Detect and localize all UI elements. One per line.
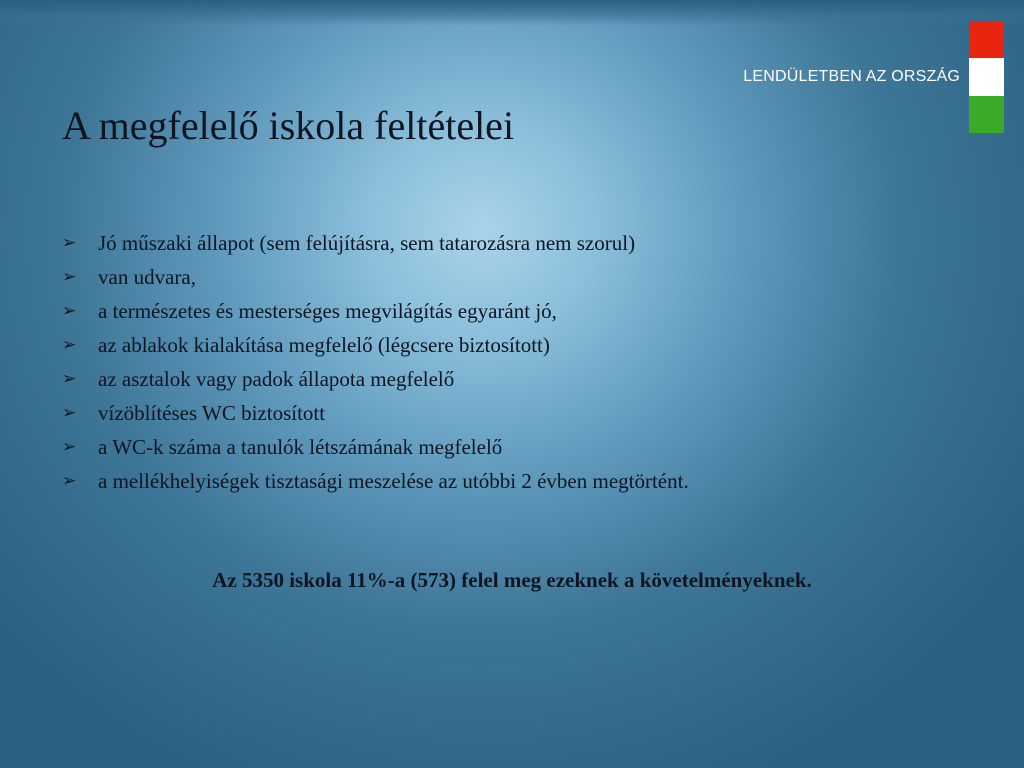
top-shadow-band <box>0 0 1024 26</box>
bullet-item <box>62 260 962 294</box>
summary-statement: Az 5350 iskola 11%-a (573) felel meg ezeknek a követelményeknek. <box>212 568 812 592</box>
flag-stripe-red <box>969 21 1004 58</box>
bullet-list <box>62 226 962 498</box>
arrow-bullet-icon: ➢ <box>62 335 77 355</box>
bullet-item <box>62 430 962 464</box>
hungarian-flag-icon <box>969 21 1004 133</box>
bullet-item <box>62 396 962 430</box>
bullet-text: az asztalok vagy padok állapota megfelelő <box>98 367 455 391</box>
arrow-bullet-icon: ➢ <box>62 471 77 491</box>
bullet-text: Jó műszaki állapot (sem felújításra, sem tatarozásra nem szorul) <box>98 231 636 255</box>
bullet-item <box>62 226 962 260</box>
bullet-text: a mellékhelyiségek tisztasági meszelése az utóbbi 2 évben megtörtént. <box>98 469 689 493</box>
flag-stripe-white <box>969 58 1004 95</box>
arrow-bullet-icon: ➢ <box>62 437 77 457</box>
bullet-text: vízöblítéses WC biztosított <box>98 401 326 425</box>
slide-title: A megfelelő iskola feltételei <box>62 103 515 148</box>
bullet-text: a WC-k száma a tanulók létszámának megfelelő <box>98 435 503 459</box>
tagline: LENDÜLETBEN AZ ORSZÁG <box>743 68 960 85</box>
arrow-bullet-icon: ➢ <box>62 267 77 287</box>
arrow-bullet-icon: ➢ <box>62 369 77 389</box>
bullet-item <box>62 328 962 362</box>
bullet-text: a természetes és mesterséges megvilágítás egyaránt jó, <box>98 299 557 323</box>
arrow-bullet-icon: ➢ <box>62 233 77 253</box>
bullet-text: van udvara, <box>98 265 196 289</box>
bullet-text: az ablakok kialakítása megfelelő (légcsere biztosított) <box>98 333 550 357</box>
flag-stripe-green <box>969 96 1004 133</box>
bullet-item <box>62 464 962 498</box>
bullet-item <box>62 362 962 396</box>
arrow-bullet-icon: ➢ <box>62 403 77 423</box>
bullet-item <box>62 294 962 328</box>
arrow-bullet-icon: ➢ <box>62 301 77 321</box>
